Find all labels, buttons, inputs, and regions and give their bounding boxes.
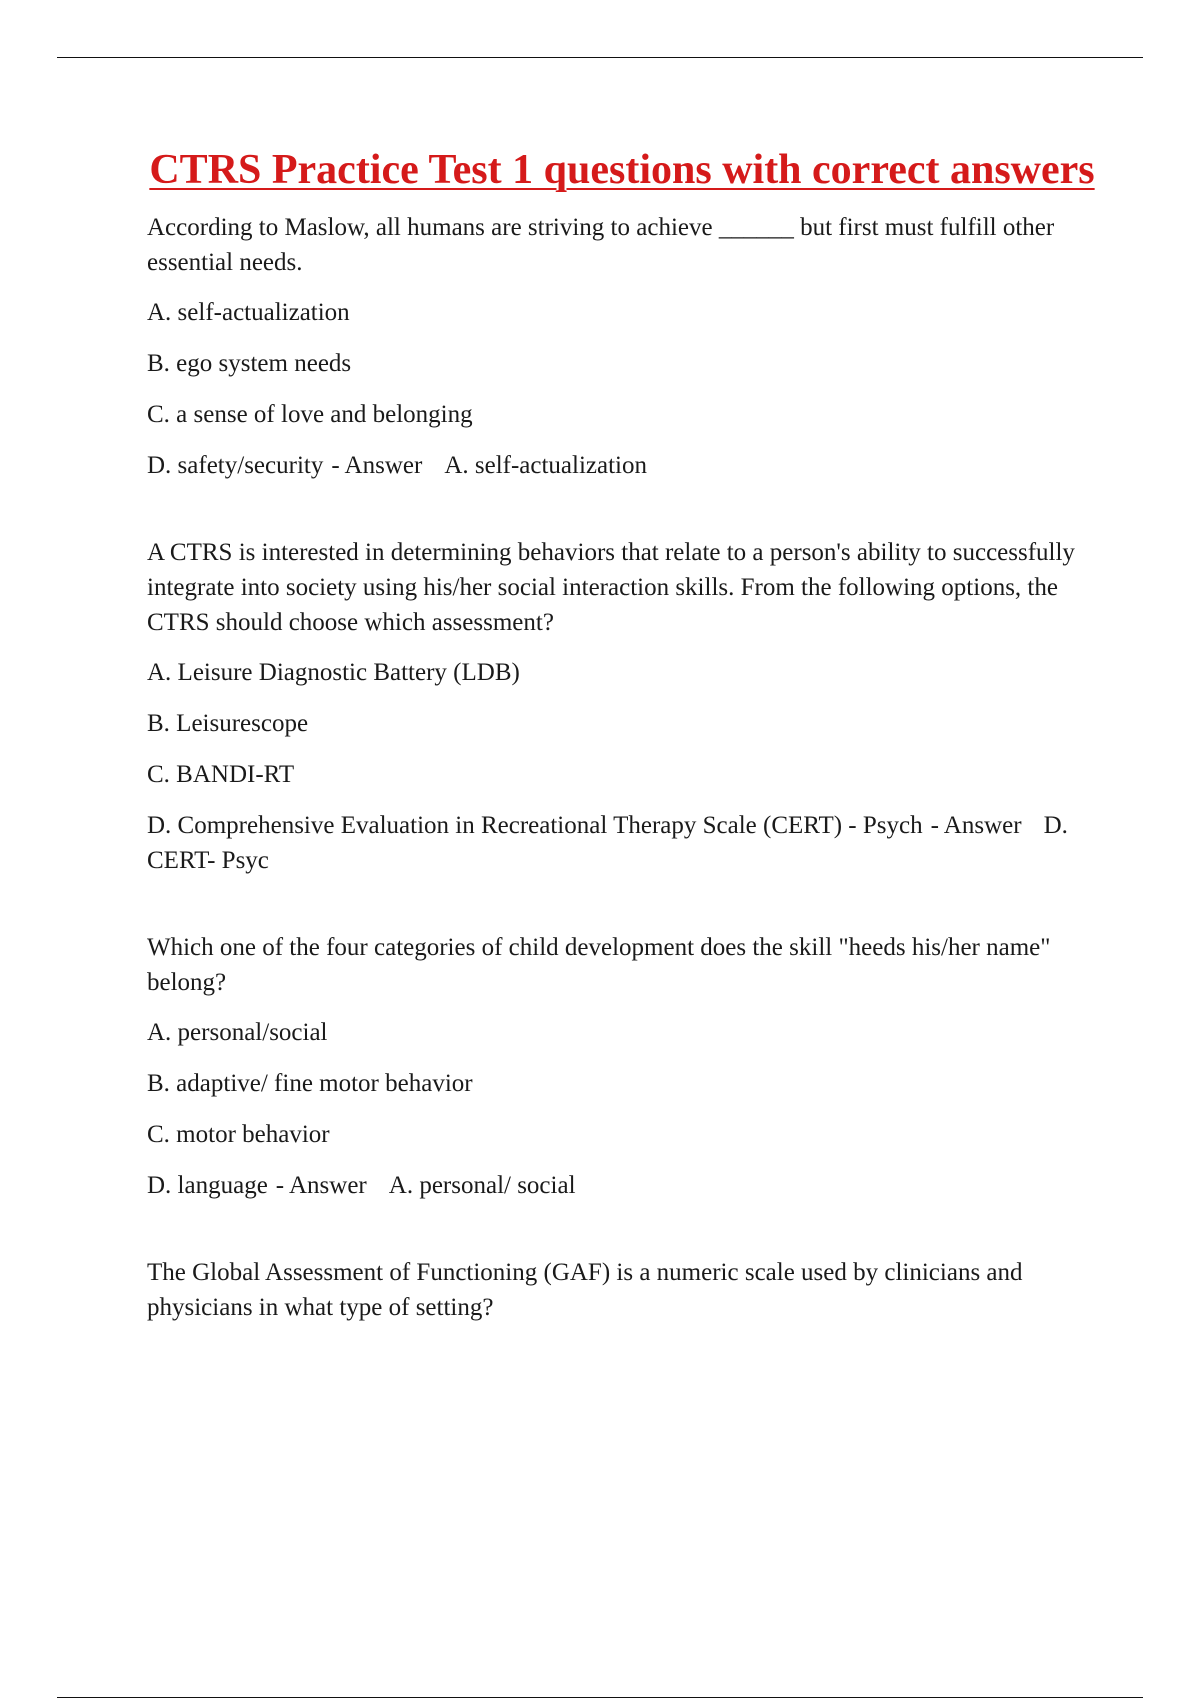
answer-label: - Answer (331, 452, 423, 479)
option-b: B. ego system needs (147, 350, 352, 377)
option-d: D. Comprehensive Evaluation in Recreational Therapy Scale (CERT) - Psych (147, 812, 923, 839)
question-1 (147, 210, 1097, 483)
page-bottom-rule (57, 1697, 1143, 1698)
question-text: A CTRS is interested in determining behaviors that relate to a person's ability to successfully integrate into society using his/her social interaction skills. From the following options, the CTRS should choose which assessment? (147, 539, 1075, 636)
option-b: B. Leisurescope (147, 710, 309, 737)
document-title: CTRS Practice Test 1 questions with correct answers (149, 147, 1095, 193)
option-d: D. safety/security (147, 452, 324, 479)
option-b: B. adaptive/ fine motor behavior (147, 1070, 473, 1097)
page-top-rule (57, 57, 1143, 58)
document-body (147, 142, 1097, 1340)
question-spacer (147, 499, 1097, 535)
answer-value: D. CERT- Psyc (147, 812, 1068, 874)
question-text: Which one of the four categories of child development does the skill "heeds his/her name" belong? (147, 934, 1051, 996)
option-d-with-answer (147, 448, 1097, 483)
option-c: C. motor behavior (147, 1121, 330, 1148)
question-spacer (147, 1219, 1097, 1255)
option-c: C. BANDI-RT (147, 761, 295, 788)
answer-label: - Answer (930, 812, 1022, 839)
option-d-with-answer (147, 1168, 1097, 1203)
question-3 (147, 930, 1097, 1203)
answer-value: A. self-actualization (444, 452, 647, 479)
question-text: The Global Assessment of Functioning (GAF) is a numeric scale used by clinicians and physicians in what type of setting? (147, 1259, 1023, 1321)
question-text: According to Maslow, all humans are striving to achieve ______ but first must fulfill other essential needs. (147, 214, 1055, 276)
question-4 (147, 1255, 1097, 1325)
option-d: D. language (147, 1172, 268, 1199)
option-a: A. Leisure Diagnostic Battery (LDB) (147, 659, 520, 686)
question-2 (147, 535, 1097, 878)
option-a: A. personal/social (147, 1019, 328, 1046)
option-d-with-answer (147, 808, 1097, 878)
question-spacer (147, 894, 1097, 930)
answer-label: - Answer (275, 1172, 367, 1199)
option-a: A. self-actualization (147, 299, 350, 326)
answer-value: A. personal/ social (388, 1172, 576, 1199)
option-c: C. a sense of love and belonging (147, 401, 473, 428)
